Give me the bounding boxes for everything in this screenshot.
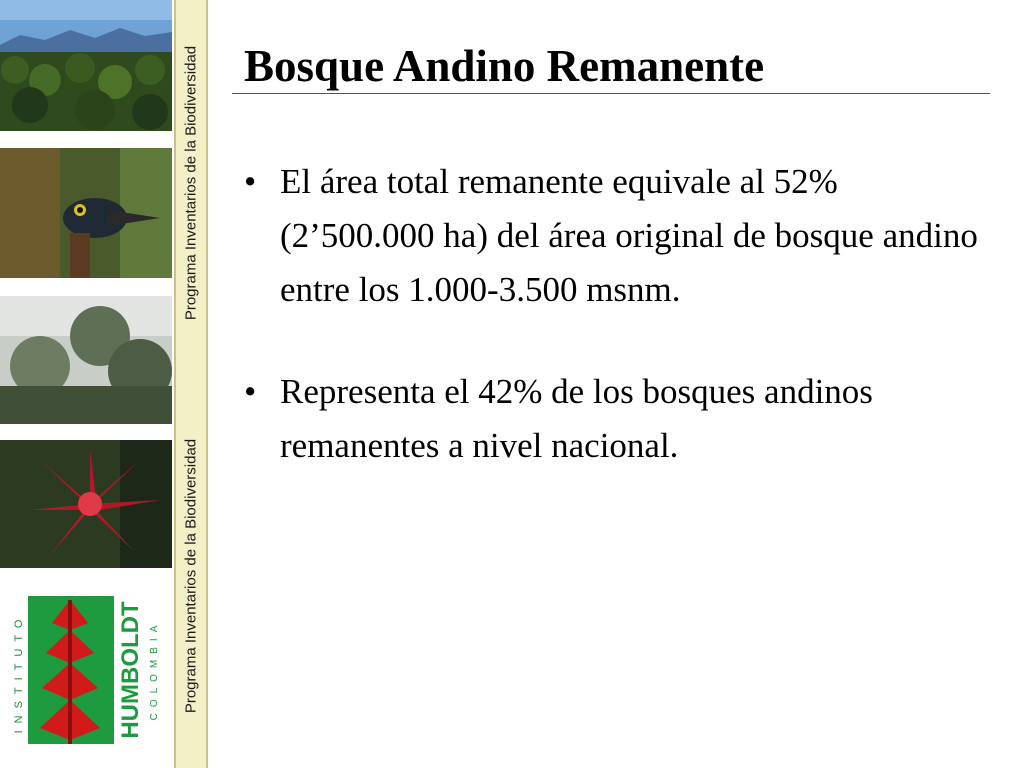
cloud-forest-photo	[0, 296, 172, 424]
bullet-list	[244, 155, 984, 473]
toucan-bird-photo	[0, 148, 172, 278]
logo-name: HUMBOLDT	[117, 601, 144, 739]
bullet-marker: •	[244, 162, 257, 201]
bullet-marker: •	[244, 372, 257, 411]
humboldt-logo	[0, 578, 172, 768]
title-divider	[232, 93, 990, 94]
andes-landscape-photo	[0, 0, 172, 131]
bullet-text: El área total remanente equivale al 52% (2’500.000 ha) del área original de bosque andino entre los 1.000-3.500 msnm.	[280, 162, 978, 309]
slide-title: Bosque Andino Remanente	[244, 41, 765, 91]
bullet-text: Representa el 42% de los bosques andinos remanentes a nivel nacional.	[280, 372, 873, 465]
logo-bottom-word: COLOMBIA	[149, 619, 160, 721]
banner-text-bottom: Programa Inventarios de la Biodiversidad	[182, 438, 200, 714]
logo-top-word: INSTITUTO	[13, 612, 25, 734]
vertical-banner	[174, 0, 208, 768]
bromeliad-flower-photo	[0, 440, 172, 568]
bullet-item	[244, 365, 984, 473]
bullet-item	[244, 155, 984, 317]
banner-text-top: Programa Inventarios de la Biodiversidad	[182, 45, 200, 321]
photo-column	[0, 0, 172, 768]
